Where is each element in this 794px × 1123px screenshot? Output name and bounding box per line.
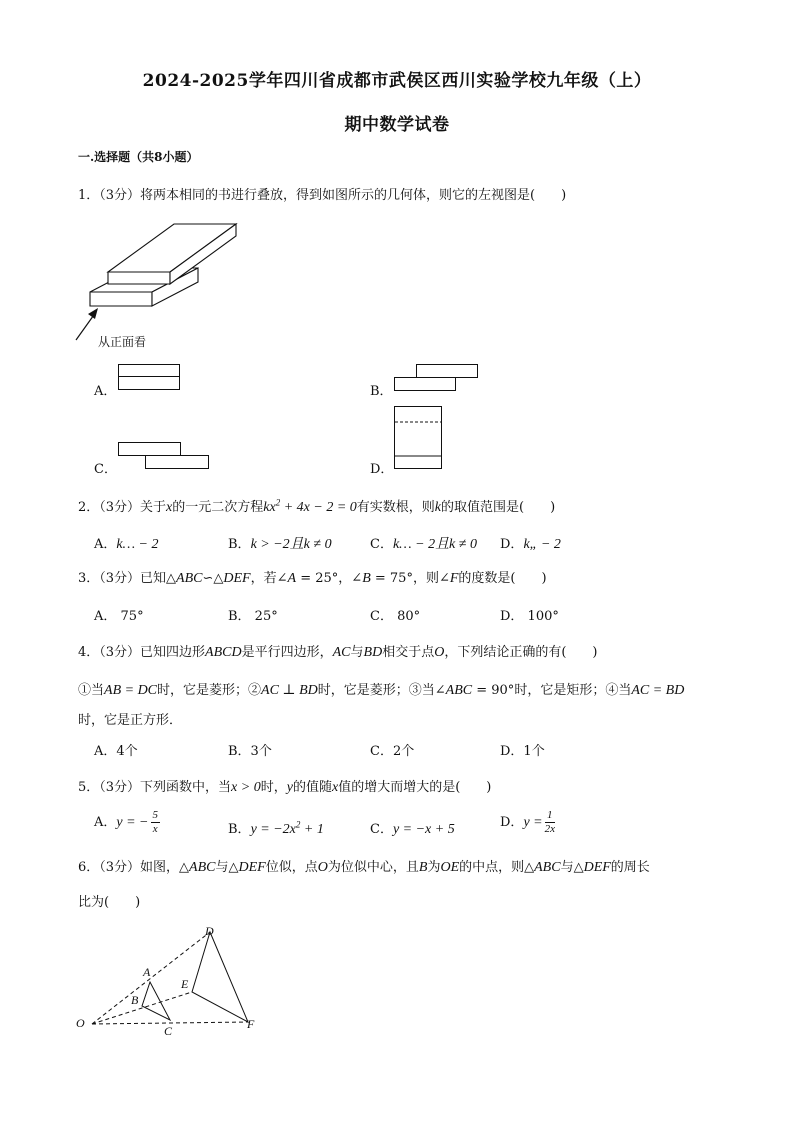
q4-cond-4: AC = BD: [631, 683, 685, 698]
q1-option-d-shape[interactable]: [394, 406, 444, 470]
q5-option-d-fraction: [545, 810, 555, 835]
q3-angle-b: B: [362, 571, 371, 586]
q4-conditions-line-2: 时，它是正方形．: [78, 713, 183, 728]
q5-option-a-fraction: [151, 810, 161, 835]
q6-text-4: 为位似中心，且: [327, 860, 419, 875]
q3-text-c: ，∠: [338, 571, 363, 586]
section-heading: 一.选择题（共8小题）: [78, 150, 199, 164]
q3-option-d[interactable]: D． 100°: [500, 609, 559, 624]
q6-text-6: 的中点，则△: [459, 860, 535, 875]
q5-text-3: 的值随: [292, 780, 332, 795]
q5-option-d-label: D．: [500, 815, 524, 830]
q1-option-b-label[interactable]: B．: [370, 384, 393, 399]
q4-option-d[interactable]: D．1个: [500, 744, 545, 759]
q4-cond-3-value: = 90°: [472, 683, 515, 698]
q5-option-a-prefix: y = −: [116, 815, 149, 830]
q4-cond-3-prefix: 时，它是菱形；③当∠: [317, 683, 446, 698]
q1-option-c-shape[interactable]: [118, 442, 212, 470]
q2-option-c-math: k… − 2且k ≠ 0: [392, 537, 477, 552]
q4-text-5: ，下列结论正确的有( ): [444, 645, 598, 660]
q2-option-b-label: B．: [228, 537, 251, 552]
q5-condition: x > 0: [231, 780, 261, 795]
q4-text-4: 相交于点: [382, 645, 435, 660]
q2-eq-rest: + 4x − 2 = 0: [280, 500, 357, 515]
q2-equation: [263, 497, 357, 515]
q5-option-b-label: B．: [228, 822, 251, 837]
q4-seg-ac: AC: [332, 645, 351, 660]
q3-triangle-def: DEF: [223, 571, 251, 586]
q6-label-o: O: [76, 1016, 85, 1030]
q5-var-x: x: [331, 780, 339, 795]
q5-text-4: 值的增大而增大的是( ): [338, 780, 492, 795]
q5-option-c-math: y = −x + 5: [392, 822, 455, 837]
q5-option-a-label: A．: [94, 815, 117, 830]
q2-eq-sup: 2: [275, 497, 281, 508]
q5-option-b[interactable]: [228, 818, 324, 838]
q6-label-b: B: [131, 993, 139, 1007]
q5-option-c[interactable]: [370, 818, 455, 838]
q4-cond-1-prefix: ①当: [78, 683, 105, 698]
q1-option-b-shape[interactable]: [394, 364, 482, 392]
q3-text-e: 的度数是( ): [458, 571, 547, 586]
q1-book-stack-figure: [70, 218, 250, 348]
q6-triangle-def-2: DEF: [583, 860, 611, 875]
q5-option-d[interactable]: [500, 810, 557, 835]
q3-option-b[interactable]: B． 25°: [228, 609, 278, 624]
q1-figure-caption: 从正面看: [98, 335, 147, 349]
q2-var-x: x: [166, 500, 173, 515]
q6-point-b: B: [418, 860, 428, 875]
q6-point-o: O: [317, 860, 328, 875]
q5-option-b-suffix: + 1: [300, 822, 324, 837]
q4-cond-2-prefix: 时，它是菱形；②: [157, 683, 262, 698]
q6-triangle-abc-2: ABC: [534, 860, 561, 875]
q6-text-1: 6．（3分）如图，△: [78, 860, 190, 875]
q4-cond-2: AC ⊥ BD: [261, 683, 318, 698]
q2-option-c[interactable]: [370, 533, 477, 553]
q4-text-1: 4．（3分）已知四边形: [78, 645, 206, 660]
q2-text-3: 的取值范围是( ): [441, 500, 556, 515]
q4-quad-abcd: ABCD: [205, 645, 242, 660]
q2-prefix: 2．（3分）关于: [78, 500, 167, 515]
q2-text-2: 有实数根，则: [356, 500, 435, 515]
q3-option-a[interactable]: A． 75°: [94, 609, 144, 624]
q4-text-2: 是平行四边形，: [241, 645, 333, 660]
q3-text-b: ，若∠: [250, 571, 288, 586]
q2-option-d[interactable]: [500, 533, 561, 553]
q3-angle-b-value: = 75°: [370, 571, 413, 586]
question-1-text: 1．（3分）将两本相同的书进行叠放，得到如图所示的几何体，则它的左视图是( ): [78, 188, 567, 203]
q4-text-3: 与: [350, 645, 364, 660]
q2-var-k: k: [434, 500, 442, 515]
q6-text-5: 为: [427, 860, 441, 875]
question-4-text: [78, 641, 598, 661]
q4-seg-bd: BD: [363, 645, 383, 660]
q5-option-d-prefix: y =: [523, 815, 543, 830]
q4-option-c[interactable]: C．2个: [370, 744, 415, 759]
q5-option-b-prefix: y = −2x: [250, 822, 296, 837]
q2-eq-k: kx: [263, 500, 276, 515]
q6-label-c: C: [164, 1024, 173, 1038]
q4-conditions-line: [78, 679, 684, 699]
q2-text-1: 的一元二次方程: [172, 500, 264, 515]
q3-triangle-abc: ABC: [176, 571, 203, 586]
q6-triangle-def: DEF: [238, 860, 266, 875]
q4-cond-4-prefix: 时，它是矩形；④当: [514, 683, 632, 698]
q5-text-1: 5．（3分）下列函数中，当: [78, 780, 232, 795]
q5-option-d-denominator: 2x: [544, 823, 555, 835]
q3-angle-a-value: = 25°: [296, 571, 339, 586]
q3-angle-a: A: [287, 571, 297, 586]
q4-cond-1: AB = DC: [104, 683, 158, 698]
q5-option-a[interactable]: [94, 810, 162, 835]
q3-angle-f: F: [449, 571, 459, 586]
q1-option-c-label[interactable]: C．: [94, 462, 117, 477]
q5-var-y: y: [286, 780, 293, 795]
q4-option-a[interactable]: A．4个: [94, 744, 138, 759]
q6-text-8: 的周长: [610, 860, 650, 875]
q1-option-d-label[interactable]: D．: [370, 462, 394, 477]
q3-text-d: ，则∠: [412, 571, 450, 586]
q3-option-c[interactable]: C． 80°: [370, 609, 421, 624]
q2-option-b-math: k > −2且k ≠ 0: [250, 537, 332, 552]
question-5-text: [78, 776, 491, 796]
q6-text-2: 与△: [215, 860, 239, 875]
q4-point-o: O: [434, 645, 445, 660]
q5-option-b-exponent: 2: [295, 819, 301, 830]
q2-option-b[interactable]: [228, 533, 332, 553]
q6-triangle-abc: ABC: [189, 860, 216, 875]
q2-option-d-label: D．: [500, 537, 524, 552]
q4-option-b[interactable]: B．3个: [228, 744, 272, 759]
q6-label-e: E: [181, 977, 189, 991]
question-6-text: [78, 856, 650, 876]
q6-text-3: 位似，点: [265, 860, 318, 875]
q5-option-a-denominator: x: [152, 823, 158, 835]
q2-option-c-label: C．: [370, 537, 393, 552]
q1-option-a-shape[interactable]: [118, 364, 182, 392]
q5-option-d-numerator: 1: [545, 810, 555, 823]
q2-option-d-math: k„ − 2: [523, 537, 561, 552]
q4-cond-3: ABC: [445, 683, 473, 698]
q3-text-a: 3．（3分）已知△: [78, 571, 177, 586]
question-3-text: [78, 567, 547, 587]
q6-segment-oe: OE: [440, 860, 460, 875]
q5-text-2: 时，: [260, 780, 287, 795]
q5-option-a-numerator: 5: [152, 809, 158, 821]
q6-text-7: 与△: [560, 860, 584, 875]
exam-title-line1: 2024-2025学年四川省成都市武侯区西川实验学校九年级（上）: [142, 71, 652, 91]
question-2-text: [78, 496, 555, 516]
q2-option-a[interactable]: [94, 533, 159, 553]
q3-similar-symbol: ∽△: [202, 571, 224, 586]
q5-option-c-label: C．: [370, 822, 393, 837]
q6-label-a: A: [143, 965, 151, 979]
q2-option-a-math: k… − 2: [116, 537, 159, 552]
exam-title-line2: 期中数学试卷: [344, 115, 450, 135]
question-6-text-line2: 比为( ): [78, 895, 141, 910]
q6-label-d: D: [205, 924, 214, 938]
q6-label-f: F: [247, 1017, 255, 1031]
q2-option-a-label: A．: [94, 537, 117, 552]
q1-option-a-label[interactable]: A．: [94, 384, 117, 399]
q6-homothety-figure: [72, 920, 272, 1040]
